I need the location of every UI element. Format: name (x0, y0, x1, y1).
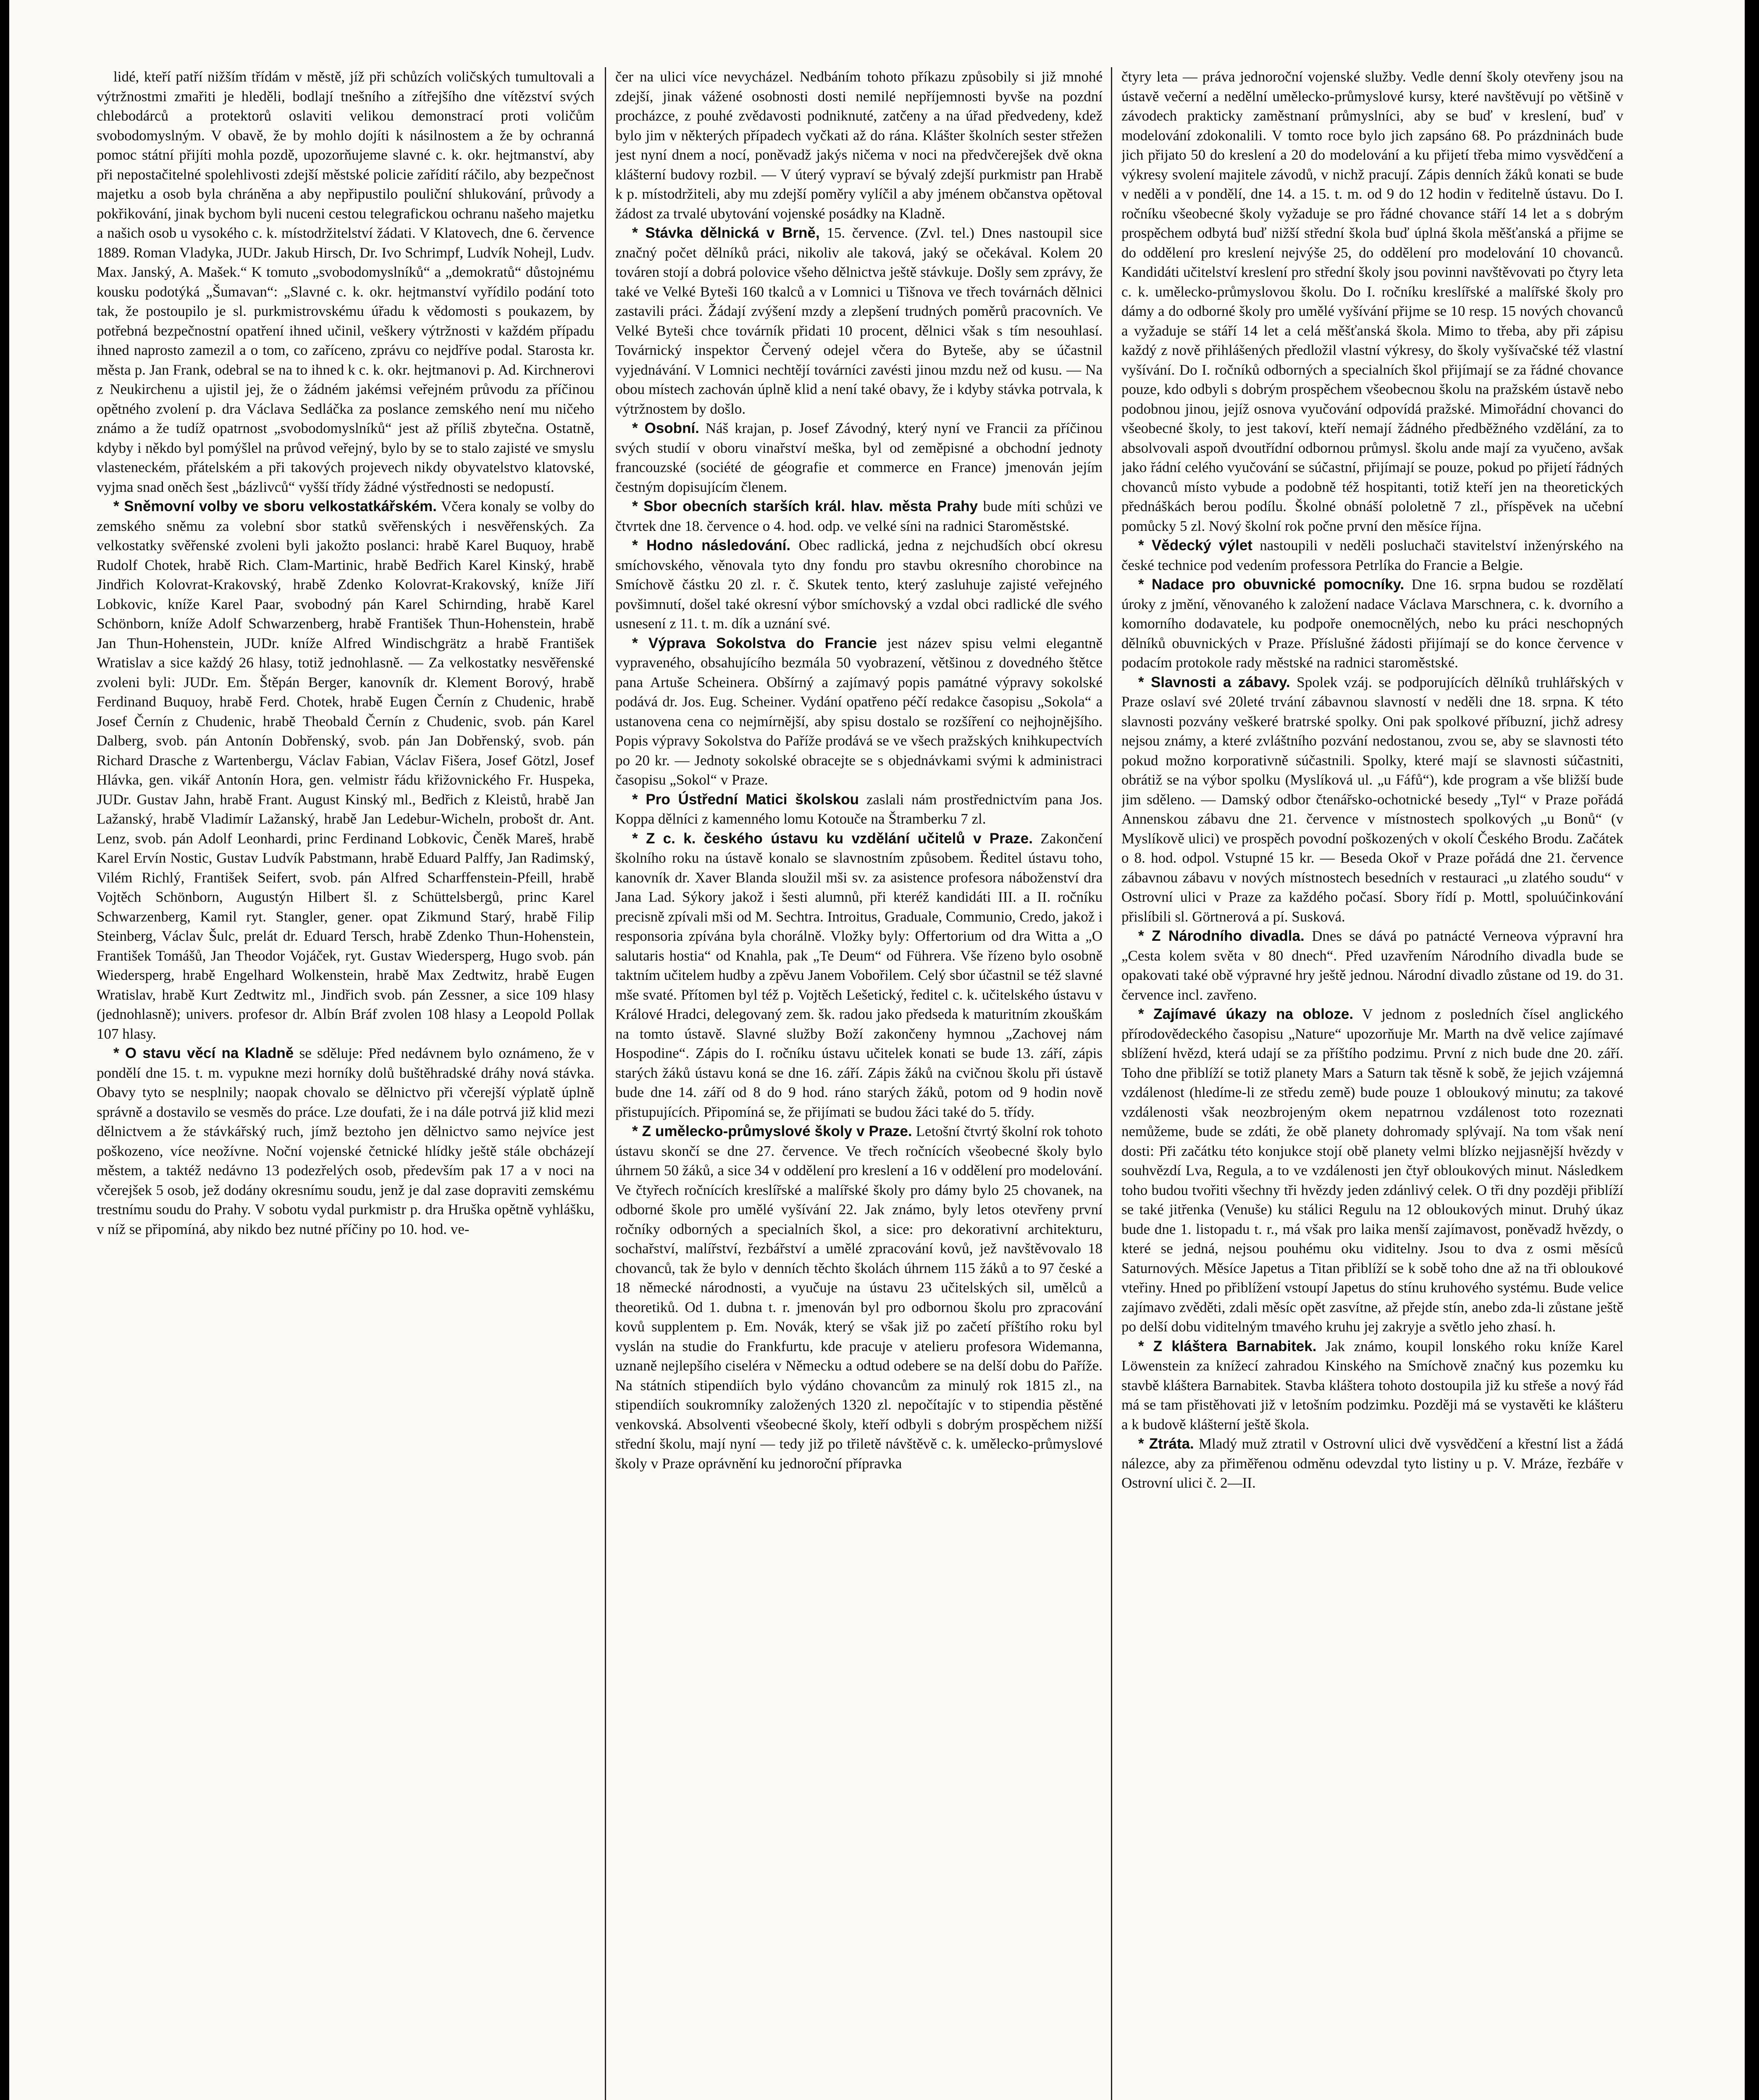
article-paragraph (1121, 67, 1623, 536)
column-rule (1111, 67, 1112, 2100)
article-heading: * Výprava Sokolstva do Francie (632, 635, 877, 651)
article-paragraph (615, 536, 1103, 634)
article-text: Včera konaly se volby do zemského sněmu za volební sbor statků svěřenských i nesvěřenských. Za velkostatky svěřenské zvoleni byli jakožto poslanci: hrabě Karel Buquoy, hrabě Rudolf Chotek, hrabě Rich. Clam-Martinic, hrabě Bedřich Karel Kinský, hrabě Jindřich Kolovrat-Krakovský, hrabě Zdenko Kolovrat-Krakovský, kníže Jiří Lobkovic, kníže Karel Paar, svobodný pán Karel Schirnding, hrabě Karel Schönborn, kníže Adolf Schwarzenberg, hrabě František Thun-Hohenstein, hrabě Jan Thun-Hohenstein, JUDr. kníže Alfred Windischgrätz a hrabě František Wratislav a sice každý 26 hlasy, totiž jednohlasně. — Za velkostatky nesvěřenské zvoleni byli: JUDr. Em. Štěpán Berger, kanovník dr. Klement Borový, hrabě Ferdinand Buquoy, hrabě Ferd. Chotek, hrabě Eugen Černín z Chudenic, hrabě Josef Černín z Chudenic, hrabě Theobald Černín z Chudenic, svob. pán Karel Dalberg, svob. pán Antonín Dobřenský, svob. pán Jan Dobřenský, svob. pán Richard Drasche z Wartenbergu, Václav Fabian, Václav Fišera, Josef Götzl, Josef Hlávka, gen. vikář Antonín Hora, gen. velmistr řádu křižovnického Fr. Huspeka, JUDr. Gustav Jahn, hrabě Frant. August Kinský ml., Bedřich z Kleistů, hrabě Jan Lažanský, hrabě Vladimír Lažanský, hrabě Jan Ledebur-Wicheln, probošt dr. Ant. Lenz, svob. pán Adolf Leonhardi, princ Ferdinand Lobkovic, Čeněk Mareš, hrabě Karel Ervín Nostic, Gustav Ludvík Pabstmann, hrabě Eduard Palffy, Jan Radimský, Vilém Richlý, František Seifert, svob. pán Alfred Scharffenstein-Pfeill, hrabě Vojtěch Schönborn, Augustýn Hilbert šl. z Schüttelsbergů, princ Karel Schwarzenberg, Kamil ryt. Stangler, gener. opat Zikmund Starý, hrabě Filip Steinberg, Václav Šulc, prelát dr. Eduard Tersch, hrabě Zdenko Thun-Hohenstein, František Tomášů, Jan Theodor Vojáček, ryt. Gustav Wiedersperg, Hugo svob. pán Wiedersperg, hrabě Engelhard Wolkenstein, hrabě Max Zedtwitz, hrabě Eugen Wratislav, hrabě Kurt Zedtwitz ml., Jindřich svob. pán Zessner, a sice 109 hlasy (jednohlasně); univers. profesor dr. Albín Bráf zvolen 108 hlasy a Leopold Pollak 107 hlasy. (97, 498, 594, 1042)
article-text: bude míti schůzi ve čtvrtek dne 18. července o 4. hod. odp. ve velké síni na radnici Staroměstské. (615, 498, 1103, 534)
article-heading: * Sbor obecních starších král. hlav. města Prahy (632, 498, 978, 514)
article-heading: * Z umělecko-průmyslové školy v Praze. (632, 1123, 912, 1139)
article-paragraph (97, 1044, 594, 1239)
article-heading: * Vědecký výlet (1138, 537, 1252, 554)
article-text: Spolek vzáj. se podporujících dělníků truhlářských v Praze oslaví své 20leté trvání zábavnou slavností v neděli dne 18. srpna. K této slavnosti pozvány veškeré bratrské spolky. Oni pak spolkové příbuzní, jichž adresy nejsou známy, a které zvláštního pozvání nedostanou, zvou se, aby se slavnosti této pokud možno korporativně súčastnili. Spolky, které mají se slavnosti súčastniti, obrátiž se na výbor spolku (Myslíková ul. „u Fáfů“), kde program a vše bližší bude jim sděleno. — Damský odbor čtenářsko-ochotnické besedy „Tyl“ v Praze pořádá Annenskou zábavu dne 21. července v místnostech spolkových „u Bonů“ (v Myslíkově ulici) ve prospěch povodní poškozených v okolí Českého Brodu. Začátek o 8. hod. odpol. Vstupné 15 kr. — Beseda Okoř v Praze pořádá dne 21. července zábavnou zábavu v nových místnostech besedních v restauraci „u zlatého soudu“ v Ostrovní ulici v Praze za každého počasí. Sbory řídí p. Mottl, spoluúčinkování přislíbili sl. Görtnerová a pí. Susková. (1121, 674, 1623, 925)
article-text: lidé, kteří patří nižším třídám v městě, jíž při schůzích voličských tumultovali a výtržnostmi zmařiti je hleděli, bodlají tnešního a zítřejšího dne vítězství svých chlebodárců a protektorů oslaviti velikou demonstrací proti voličům svobodomyslným. V obavě, že by mohlo dojíti k násilnostem a že by ochranná pomoc státní přijíti mohla pozdě, upozorňujeme slavné c. k. okr. hejtmanství, aby při nepostačitelné spolehlivosti zdejší městské policie zařídití ráčilo, aby bezpečnost majetku a osob byla chráněna a aby nepřipustilo pouliční shlukování, průvody a pokřikování, jinak bychom byli nuceni cestou telegrafickou ochranu našeho majetku a našich osob u vysokého c. k. místodržitelství žádati. V Klatovech, dne 6. července 1889. Roman Vladyka, JUDr. Jakub Hirsch, Dr. Ivo Schrimpf, Ludvík Nohejl, Ludv. Max. Janský, A. Mašek.“ K tomuto „svobodomyslníků“ a „demokratů“ důstojnému kousku podotýká „Šumavan“: „Slavné c. k. okr. hejtmanství vyřídilo podání toto tak, že postoupilo je sl. purkmistrovskému úřadu k vědomosti s poukazem, by potřebná bezpečnostní opatření ihned učinil, veškery výtržnosti v každém případu ihned naprosto zamezil a o tom, co zaříceno, zprávu co nejdříve podal. Starosta kr. města p. Jan Frank, odebral se na to ihned k c. k. okr. hejtmanovi p. Ad. Kirchnerovi z Neukirchenu a ujistil jej, že o žádném jakémsi veřejném průvodu za příčinou opětného zvolení p. dra Václava Sedláčka za poslance zemského není mu ničeho známo a že tudíž opatrnost „svobodomyslníků“ jest až příliš zbytečna. Ostatně, kdyby i někdo byl pomýšlel na průvod veřejný, bylo by se to stalo zajisté ve smyslu vlasteneckém, přátelském a při takových projevech nikdy obyvatelstvo klatovské, vyjma snad oněch šest „bázlivců“ vyšší třídy žádné výstřednosti se nedopustí. (97, 68, 594, 495)
article-paragraph (615, 829, 1103, 1122)
article-text: Mladý muž ztratil v Ostrovní ulici dvě vysvědčení a křestní list a žádá nálezce, aby za přiměřenou odměnu odevzdal tyto listiny u p. V. Mráze, řezbáře v Ostrovní ulici č. 2—II. (1121, 1436, 1623, 1491)
text-column-2 (615, 67, 1103, 2100)
article-paragraph (615, 67, 1103, 223)
article-heading: * Nadace pro obuvnické pomocníky. (1138, 576, 1405, 593)
article-paragraph (615, 790, 1103, 829)
article-paragraph (615, 634, 1103, 790)
scan-border-right (1745, 0, 1759, 2100)
article-heading: * Sněmovní volby ve sboru velkostatkářském. (113, 498, 437, 514)
article-paragraph (1121, 575, 1623, 673)
article-paragraph (97, 497, 594, 1044)
column-rule (605, 67, 606, 2100)
article-heading: * Pro Ústřední Matici školskou (632, 791, 859, 808)
article-text: jest název spisu velmi elegantně vypraveného, obsahujícího bezmála 50 vyobrazení, většinou z dovedného štětce pana Artuše Scheinera. Obšírný a zajímavý popis památné výpravy sokolské podává dr. Jos. Eug. Scheiner. Vydání opatřeno péčí redakce časopisu „Sokola“ a ustanovena cena co nejmírnější, aby spisu dostalo se rozšíření co nejhojnějšího. Popis výpravy Sokolstva do Paříže prodává se ve všech pražských knihkupectvích po 20 kr. — Jednoty sokolské obracejte se s objednávkami svými k administraci časopisu „Sokol“ v Praze. (615, 635, 1103, 788)
article-paragraph (1121, 1005, 1623, 1337)
article-text: čtyry leta — práva jednoroční vojenské služby. Vedle denní školy otevřeny jsou na ústavě večerní a nedělní umělecko-průmyslové kursy, které navštěvují po většině v závodech prakticky zaměstnaní průmyslníci, aby se buď v kreslení, buď v modelování zdokonalili. V tomto roce bylo jich zapsáno 68. Po prázdninách bude jich přijato 50 do kreslení a 20 do modelování a ku přijetí třeba mimo vysvědčení a výkresy svolení majitele závodů, v nichž pracují. Zápis denních žáků konati se bude v neděli a v pondělí, dne 14. a 15. t. m. od 9 do 12 hodin v ředitelně ústavu. Do I. ročníku všeobecné školy vyžaduje se pro řádné chovance stáří 14 let a s dobrým prospěchem odbytá buď nižší střední škola buď úplná škola měšťanská a přijme se do oddělení pro kreslení nejvýše 25, do oddělení pro modelování 10 chovanců. Kandidáti učitelství kreslení pro střední školy jsou povinni navštěvovati po čtyry leta c. k. umělecko-průmyslovou školu. Do I. ročníku kreslířské a malířské školy pro dámy a do odborné školy pro umělé vyšívání přijme se 10 resp. 15 nových chovanců a vyžaduje se stáří 14 let a celá měšťanská škola. Mimo to třeba, aby při zápisu každý z nově přihlášených předložil vlastní výkresy, do školy vyšívačské též vlastní vyšívání. Do I. ročníků odborných a specialních škol přijímají se za řádné chovance pouze, kdo odbyli s dobrým prospěchem všeobecnou školu na pražském ústavě nebo podobnou jinou, jejíž osnova vyučování odpovídá pražské. Mimořádní chovanci do všeobecné školy, to jest takoví, kteří nemají žádného předběžného vzdělání, za to absolvovali aspoň dvoutřídní odbornou průmysl. školu ande mají za vyučeno, avšak jako řádní celého vyučování se súčastní, přijímají se pouze, pokud po přijetí řádných chovanců místo vybude a podobně též hospitanti, totiž kteří jen na theoretických přednáškách berou podílu. Školné obnáší pololetně 7 zl., příspěvek na učební pomůcky 5 zl. Nový školní rok počne první den měsíce října. (1121, 68, 1623, 534)
text-column-3 (1121, 67, 1623, 2100)
article-paragraph (97, 67, 594, 497)
text-column-1 (97, 67, 594, 2100)
article-heading: * Stávka dělnická v Brně, (632, 225, 820, 241)
article-text: Letošní čtvrtý školní rok tohoto ústavu skončí se dne 27. července. Ve třech ročnících všeobecné školy bylo úhrnem 50 žáků, a sice 34 v oddělení pro kreslení a 16 v oddělení pro modelování. Ve čtyřech ročnících kreslířské a malířské školy pro dámy bylo 25 chovanek, na odborné škole pro umělé vyšívání 22. Jak známo, byly letos otevřeny první ročníky odborných a specialních škol, a sice: pro dekorativní architekturu, sochařství, malířství, řezbářství a umělé zpracování kovů, jež navštěvovalo 18 chovanců, tak že bylo v denních těchto školách úhrnem 115 žáků a to 97 české a 18 německé národnosti, a vyučuje na ústavu 23 učitelských sil, umělců a theoretiků. Od 1. dubna t. r. jmenován byl pro odbornou školu pro zpracování kovů supplentem p. Em. Novák, který se však již po začetí příštího roku byl vyslán na studie do Frankfurtu, kde pracuje v atelieru profesora Widemanna, uznaně nejlepšího ciseléra v Německu a odtud odebere se na delší dobu do Paříže. Na státních stipendiích bylo výdáno chovancům za minulý rok 1815 zl., na stipendiích soukromníky založených 1320 zl. nepočítajíc v to stipendia pěstěné venkovská. Absolventi všeobecné školy, kteří odbyli s dobrým prospěchem nižší střední školu, mají nyní — tedy již po třiletě návštěvě c. k. umělecko-průmyslové školy v Praze oprávnění ku jednoroční přípravka (615, 1123, 1103, 1472)
article-text: nastoupili v neděli posluchači stavitelství inženýrského na české technice pod vedením professora Petrlíka do Francie a Belgie. (1121, 537, 1623, 573)
article-text: Jak známo, koupil lonského roku kníže Karel Löwenstein za knížecí zahradou Kinského na Smíchově značný kus pozemku ku stavbě kláštera Barnabitek. Stavba kláštera tohoto dostoupila již ku střeše a nový řád má se tam přistěhovati již v letošním podzimku. Později má se vystavěti ke klášteru a k budově klášterní ještě škola. (1121, 1338, 1623, 1433)
article-heading: * Z Národního divadla. (1138, 928, 1305, 944)
article-text: se sděluje: Před nedávnem bylo oznámeno, že v pondělí dne 15. t. m. vypukne mezi horníky dolů buštěhradské dráhy nová stávka. Obavy tyto se nesplnily; naopak chovalo se dělnictvo při včerejší výplatě úplně správně a dostavilo se vesměs do práce. Lze doufati, že i na dále potrvá již klid mezi dělnictvem a že stávkářský ruch, jímž beztoho jen dělnictvo samo nejvíce jest poškozeno, více neožívne. Noční vojenské četnické hlídky ještě stále obcházejí městem, a taktéž nedávno 13 podezřelých osob, především pak 17 a v noci na včerejšek 5 osob, jež dodány okresnímu soudu, jenž je dal zase dopraviti zemskému trestnímu soudu do Prahy. V sobotu vydal purkmistr p. dra Hruška opětně vyhlášku, v níž se připomíná, aby nikdo bez nutné příčiny po 10. hod. ve- (97, 1045, 594, 1237)
article-paragraph (615, 419, 1103, 497)
article-text: Náš krajan, p. Josef Závodný, který nyní ve Francii za příčinou svých studií v oboru vinařství meška, byl od zeměpisné a obchodní jednoty francouzské (société de géografie et commerce en France) jmenován jejím čestným dopisujícím členem. (615, 420, 1103, 495)
article-text: Dnes se dává po patnácté Verneova výpravní hra „Cesta kolem světa v 80 dnech“. Před uzavřením Národního divadla bude se opakovati také obě výpravné hry ještě jednou. Národní divadlo zůstane od 19. do 31. července incl. zavřeno. (1121, 928, 1623, 1003)
article-paragraph (1121, 1434, 1623, 1493)
article-paragraph (615, 1122, 1103, 1473)
article-heading: * O stavu věcí na Kladně (113, 1045, 294, 1061)
article-paragraph (1121, 927, 1623, 1005)
article-text: Dne 16. srpna budou se rozdělatí úroky z jmění, věnovaného k založení nadace Václava Marschnera, c. k. dvorního a komorního dodavatele, ku podpoře onemocnělých, nebo ku práci neschopných dělníků obuvnických v Praze. Příslušné žádosti přijímají se do konce července v podacím protokole rady městské na radnici staroměstské. (1121, 576, 1623, 671)
article-heading: * Osobní. (632, 420, 699, 436)
article-text: 15. července. (Zvl. tel.) Dnes nastoupil sice značný počet dělníků práci, nikoliv ale taková, jaký se očekával. Kolem 20 továren stojí a dobrá polovice všeho dělnictva ještě stávkuje. Došly sem zprávy, že také ve Velké Byteši 160 tkalců a v Lomnici u Tišnova ve třech továrnách dělnici zastavili práci. Žádají zvýšení mzdy a zlepšení trudných poměrů pracovních. Ve Velké Byteši chce továrník přidati 10 procent, dělnici však s tím nesouhlasí. Továrnický inspektor Červený odejel včera do Byteše, aby se účastnil vyjednávání. V Lomnici nechtějí továrníci zavésti jinou mzdu než od kusu. — Na obou místech zachován úplně klid a není také obavy, že i kdyby stávka potrvala, k výtržnostem by došlo. (615, 225, 1103, 417)
article-heading: * Slavnosti a zábavy. (1138, 674, 1290, 690)
article-paragraph (1121, 1337, 1623, 1435)
article-heading: * Zajímavé úkazy na obloze. (1138, 1006, 1354, 1022)
article-text: čer na ulici více nevycházel. Nedbáním tohoto příkazu způsobily si již mnohé zdejší, jinak vážené osobnosti dosti nemilé nepříjemnosti byvše na pozdní procházce, z pouhé zvědavosti podniknuté, zatčeny a na úřad předvedeny, kdež bylo jim v některých případech vyčkati až do rána. Klášter školních sester střežen jest nyní dnem a nocí, poněvadž jakýs ničema v noci na předvčerejšek dvě okna klášterní budovy rozbil. — V úterý vypraví se bývalý zdejší purkmistr pan Hrabě k p. místodržiteli, aby mu zdejší poměry vylíčil a aby jménem občanstva opětoval žádost za trvalé ubytování vojenské posádky na Kladně. (615, 68, 1103, 222)
article-text: Zakončení školního roku na ústavě konalo se slavnostním způsobem. Ředitel ústavu toho, kanovník dr. Xaver Blanda sloužil mši sv. za asistence profesora náboženství dra Jana Lad. Sýkory jakož i šesti alumnů, při kteréž kandidáti III. a II. ročníku precisně zpívali mši od M. Sechtra. Introitus, Graduale, Communio, Credo, jakož i responsoria zpívána byla chorálně. Vložky byly: Offertorium od dra Witta a „O salutaris hostia“ od Knahla, pak „Te Deum“ od Führera. Vše řízeno bylo osobně taktním učitelem hudby a zpěvu Janem Vobořilem. Celý sbor účastnil se též slavné mše svaté. Přítomen byl též p. Vojtěch Lešetický, ředitel c. k. učitelského ústavu v Králové Hradci, delegovaný zem. šk. radou jako předseda k maturitním zkouškám na tomto ústavě. Slavné služby Boží zakončeny hymnou „Zachovej nám Hospodine“. Zápis do I. ročníku ústavu učitelek konati se bude 13. září, zápis starých žáků ústavu koná se dne 16. září. Zápis žáků na cvičnou školu při ústavě bude dne 14. září od 8 do 9 hod. ráno starých žáků, potom od 9 hodin nově přistupujících. Připomíná se, že přijímati se budou žáci také do 5. třídy. (615, 830, 1103, 1120)
article-paragraph (1121, 536, 1623, 575)
article-heading: * Hodno následování. (632, 537, 791, 554)
article-heading: * Z kláštera Barnabitek. (1138, 1338, 1317, 1354)
article-paragraph (1121, 673, 1623, 927)
article-heading: * Z c. k. českého ústavu ku vzdělání učitelů v Praze. (632, 830, 1033, 847)
scan-border-left (0, 0, 9, 2100)
article-text: V jednom z posledních čísel anglického přírodovědeckého časopisu „Nature“ upozorňuje Mr. Marth na dvě velice zajímavé sblížení hvězd, která udají se za příštího podzimu. První z nich bude dne 20. září. Toho dne přiblíží se totiž planety Mars a Saturn tak těsně k sobě, že jejich vzájemná vzdálenost (hledíme-li ze středu země) bude pouze 1 obloukový minutu; za takové vzdálenosti však neozbrojeným okem nepatrnou vzdálenost toto rozeznati nemůžeme, bude se zdáti, že obě planety dohromady splývají. Na tom však není dosti: Při začátku této konjukce stojí obě planety velmi blízko nejjasnější hvězdy v souhvězdí Lva, Regula, a to ve vzdálenosti jen čtyř obloukových minut. Následkem toho budou tvořiti všechny tři hvězdy jeden zdánlivý celek. O tři dny později přiblíží se také jitřenka (Venuše) ku stálici Regulu na 12 obloukových minut. Druhý úkaz bude dne 1. listopadu t. r., má však pro laika menší zajímavost, poněvadž hvězdy, o které se jedná, nejsou pouhému oku viditelny. Jsou to dva z osmi měsíců Saturnových. Měsíce Japetus a Titan přiblíží se k sobě toho dne až na tři obloukové vteřiny. Hned po přiblížení vstoupí Japetus do stínu kruhového systému. Bude velice zajímavo zvěděti, zdali měsíc opět zasvítne, až přejde stín, anebo zda-li zůstane ještě po delší dobu viditelným tmavého kruhu jej zakryje a světlo jeho zhasí. h. (1121, 1006, 1623, 1335)
article-text: zaslali nám prostřednictvím pana Jos. Koppa dělníci z kamenného lomu Kotouče na Štramberku 7 zl. (615, 791, 1103, 827)
article-text: Obec radlická, jedna z nejchudších obcí okresu smíchovského, věnovala tyto dny fondu pro stavbu okresního chorobince na Smíchově částku 20 zl. r. č. Skutek tento, který zasluhuje zajisté veřejného povšimnutí, došel také okresní výbor smíchovský a vzdal obci radlické dle svého usnesení z 11. t. m. dík a uznání své. (615, 537, 1103, 632)
article-paragraph (615, 497, 1103, 536)
article-heading: * Ztráta. (1138, 1436, 1194, 1452)
article-paragraph (615, 223, 1103, 419)
